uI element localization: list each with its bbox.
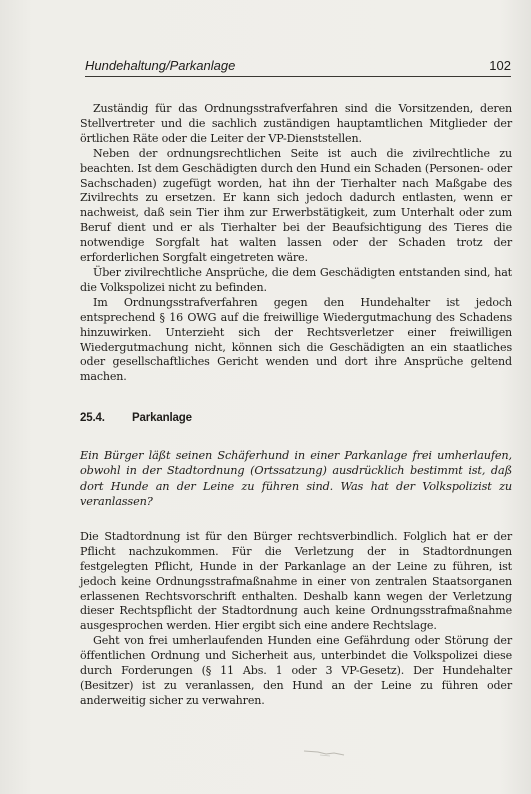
running-header-title: Hundehaltung/Parkanlage bbox=[85, 58, 236, 73]
paragraph-civil-law: Neben der ordnungsrechtlichen Seite ist auch die zivilrechtliche zu beachten. Ist dem Geschädigten durch den Hund ein Schaden (Personen- oder Sachschaden) zugefügt worden, hat ihn der Tierhalter nach Maßgabe des Zivilrechts zu ersetzen. Er kann sich jedoch dadurch entlasten, wenn er nachweist, daß sein Tier ihm zur Erwerbstätigkeit, zum Unterhalt oder zum Beruf dient und er als Tierhalter bei der Beaufsichtigung des Tieres die notwendige Sorgfalt hat walten lassen oder der Schaden trotz der erforderlichen Sorgfalt eingetreten wäre. bbox=[80, 146, 512, 265]
section-heading bbox=[80, 411, 512, 426]
paragraph-civil-claims: Über zivilrechtliche Ansprüche, die dem Geschädigten entstanden sind, hat die Volkspolizei nicht zu befinden. bbox=[80, 265, 512, 294]
running-header bbox=[85, 56, 511, 77]
scan-smudge-mark bbox=[300, 748, 352, 758]
paragraph-answer-police: Geht von frei umherlaufenden Hunden eine Gefährdung oder Störung der öffentlichen Ordnung und Sicherheit aus, unterbindet die Volkspolizei diese durch Forderungen (§ 11 Abs. 1 oder 3 VP-Gesetz). Der Hundehalter (Besitzer) ist zu veranlassen, den Hund an der Leine zu führen oder anderweitig sicher zu verwahren. bbox=[80, 634, 512, 707]
page-number: 102 bbox=[489, 58, 511, 73]
case-question: Ein Bürger läßt seinen Schäferhund in einer Parkanlage frei umherlaufen, obwohl in der Stadtordnung (Ortssatzung) ausdrücklich bestimmt ist, daß dort Hunde an der Leine zu führen sind. Was hat der Volkspolizist zu veranlassen? bbox=[80, 449, 512, 508]
page-body bbox=[80, 102, 512, 709]
paragraph-answer-statute: Die Stadtordnung ist für den Bürger rechtsverbindlich. Folglich hat er der Pflicht nachzukommen. Für die Verletzung der in Stadtordnungen festgelegten Pflicht, Hunde in der Parkanlage an der Leine zu führen, ist jedoch keine Ordnungsstrafmaßnahme in einer von zentralen Staatsorganen erlassenen Rechtsvorschrift enthalten. Deshalb kann wegen der Verletzung dieser Rechtspflicht der Stadtordnung auch keine Ordnungsstrafmaßnahme ausgesprochen werden. Hier ergibt sich eine andere Rechtslage. bbox=[80, 529, 512, 633]
paragraph-compensation: Im Ordnungsstrafverfahren gegen den Hundehalter ist jedoch entsprechend § 16 OWG auf die freiwillige Wiedergutmachung des Schadens hinzuwirken. Unterzieht sich der Rechtsverletzer einer freiwilligen Wiedergutmachung nicht, können sich die Geschädigten an ein staatliches oder gesellschaftliches Gericht wenden und dort ihre Ansprüche geltend machen. bbox=[80, 295, 512, 384]
paragraph-responsibility: Zuständig für das Ordnungsstrafverfahren sind die Vorsitzenden, deren Stellvertreter und die sachlich zuständigen hauptamtlichen Mitglieder der örtlichen Räte oder die Leiter der VP-Dienststellen. bbox=[80, 102, 512, 145]
section-title: Parkanlage bbox=[132, 412, 192, 425]
section-number: 25.4. bbox=[80, 412, 105, 425]
